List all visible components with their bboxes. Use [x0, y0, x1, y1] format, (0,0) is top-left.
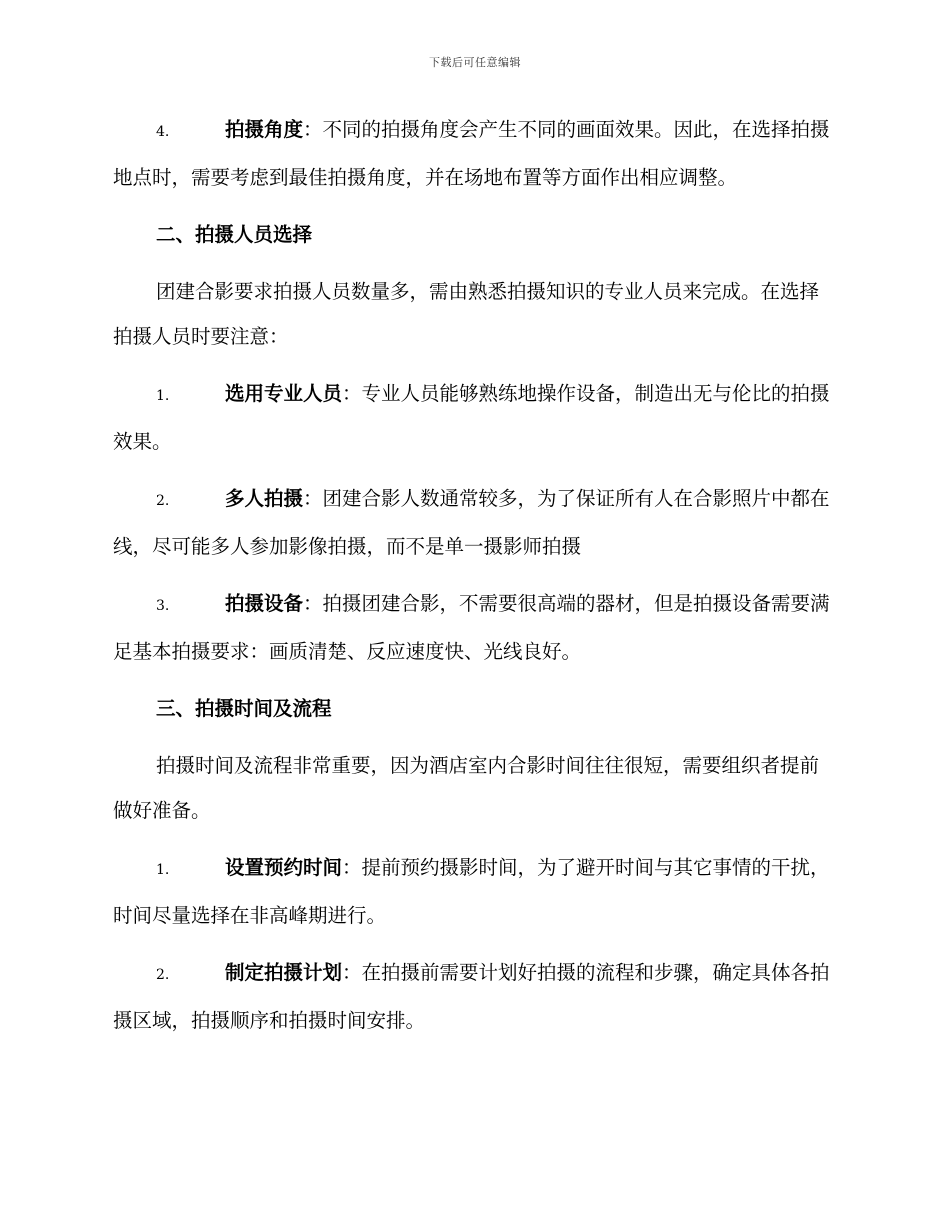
list-item-shooting-plan — [113, 950, 835, 1043]
list-item-shooting-angle — [113, 107, 835, 200]
list-item-multi-person — [113, 476, 835, 569]
list-text: ：专业人员能够熟练地操作设备，制造出无与伦比的拍摄效果。 — [113, 382, 830, 453]
list-item-equipment — [113, 581, 835, 674]
list-text: ：在拍摄前需要计划好拍摄的流程和步骤，确定具体各拍摄区域，拍摄顺序和拍摄时间安排。 — [113, 961, 830, 1032]
list-number: 2. — [156, 493, 170, 509]
list-item-appointment — [113, 845, 835, 938]
list-term: 设置预约时间 — [225, 856, 343, 879]
list-number: 1. — [156, 388, 170, 404]
list-text: ：不同的拍摄角度会产生不同的画面效果。因此，在选择拍摄地点时，需要考虑到最佳拍摄角度，并在场地布置等方面作出相应调整。 — [113, 118, 830, 189]
list-term: 制定拍摄计划 — [225, 961, 343, 984]
paragraph-personnel-intro: 团建合影要求拍摄人员数量多，需由熟悉拍摄知识的专业人员来完成。在选择拍摄人员时要注意： — [113, 280, 820, 348]
document-body — [113, 107, 835, 1055]
list-term: 拍摄设备 — [225, 592, 304, 615]
list-term: 多人拍摄 — [225, 487, 304, 510]
list-term: 选用专业人员 — [225, 382, 343, 405]
list-text: ：拍摄团建合影，不需要很高端的器材，但是拍摄设备需要满足基本拍摄要求：画质清楚、反应速度快、光线良好。 — [113, 592, 830, 663]
list-number: 3. — [156, 598, 170, 614]
section-heading-time-process: 三、拍摄时间及流程 — [156, 697, 332, 720]
paragraph-time-process-intro: 拍摄时间及流程非常重要，因为酒店室内合影时间往往很短，需要组织者提前做好准备。 — [113, 754, 820, 822]
list-text: ：团建合影人数通常较多，为了保证所有人在合影照片中都在线，尽可能多人参加影像拍摄，而不是单一摄影师拍摄 — [113, 487, 830, 558]
list-item-professional-staff — [113, 371, 835, 464]
list-number: 1. — [156, 862, 170, 878]
page-header-note: 下载后可任意编辑 — [429, 56, 521, 69]
section-heading-personnel: 二、拍摄人员选择 — [156, 223, 313, 246]
list-text: ：提前预约摄影时间，为了避开时间与其它事情的干扰，时间尽量选择在非高峰期进行。 — [113, 856, 830, 927]
list-term: 拍摄角度 — [225, 118, 304, 141]
list-number: 2. — [156, 967, 170, 983]
list-number: 4. — [156, 124, 170, 140]
